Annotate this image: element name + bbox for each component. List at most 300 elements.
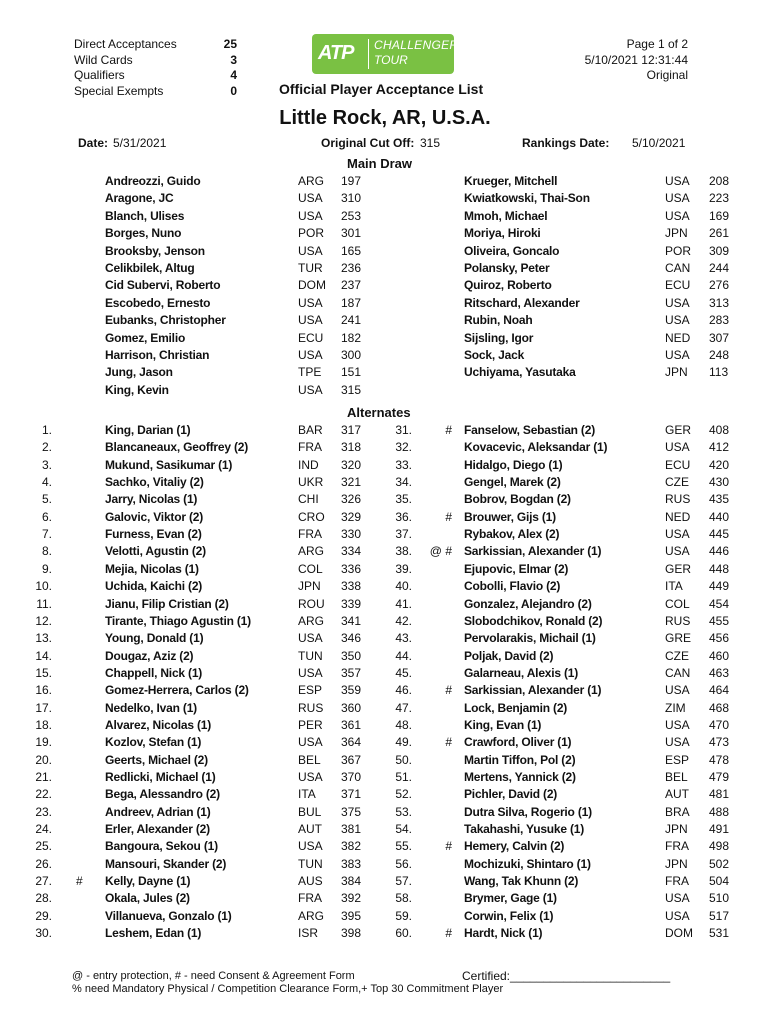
print-timestamp: 5/10/2021 12:31:44 — [584, 52, 688, 67]
player-country: ESP — [298, 683, 323, 698]
player-name: Kozlov, Stefan (1) — [105, 735, 202, 750]
alternate-number: 6. — [41, 509, 52, 524]
table-row — [0, 457, 770, 474]
alternate-number: 1. — [41, 423, 52, 437]
player-rank: 384 — [341, 874, 362, 889]
player-country: FRA — [298, 527, 322, 542]
player-name: Hidalgo, Diego (1) — [464, 457, 563, 472]
player-rank: 313 — [709, 295, 730, 310]
alternate-number: 24. — [35, 822, 52, 837]
main-draw-heading: Main Draw — [347, 156, 413, 171]
player-rank: 151 — [341, 365, 362, 380]
table-row — [0, 596, 770, 613]
table-row — [0, 347, 770, 364]
player-name: Jung, Jason — [105, 365, 173, 380]
alternate-number: 2. — [41, 440, 52, 455]
player-country: USA — [298, 208, 323, 223]
player-name: Sock, Jack — [464, 348, 525, 362]
table-row — [0, 700, 770, 717]
player-country: USA — [298, 313, 323, 328]
alternate-number: 31. — [395, 423, 412, 437]
player-rank: 504 — [709, 874, 730, 889]
player-country: UKR — [298, 475, 324, 490]
player-name: Krueger, Mitchell — [464, 174, 558, 188]
alternate-number: 15. — [35, 665, 52, 680]
player-name: Brooksby, Jenson — [105, 243, 205, 258]
player-name: Bobrov, Bogdan (2) — [464, 492, 571, 507]
player-name: Hemery, Calvin (2) — [464, 839, 565, 854]
player-country: NED — [665, 509, 691, 524]
player-name: Velotti, Agustin (2) — [105, 544, 206, 559]
player-rank: 336 — [341, 561, 362, 576]
alternate-number: 8. — [41, 544, 52, 559]
alternate-number: 10. — [35, 579, 52, 594]
player-rank: 169 — [709, 208, 730, 223]
player-country: USA — [665, 174, 690, 188]
table-row — [0, 277, 770, 294]
alternate-number: 36. — [395, 509, 412, 524]
alternate-number: 28. — [35, 891, 52, 906]
alternate-number: 44. — [395, 648, 412, 663]
alternate-number: 57. — [395, 874, 412, 889]
alternate-number: 60. — [395, 926, 412, 941]
player-name: Polansky, Peter — [464, 261, 550, 275]
player-country: CRO — [298, 509, 325, 524]
player-name: Galovic, Viktor (2) — [105, 509, 204, 524]
table-row — [0, 543, 770, 560]
player-rank: 360 — [341, 700, 362, 715]
player-rank: 339 — [341, 596, 362, 611]
summary-label: Qualifiers — [74, 68, 125, 82]
player-rank: 236 — [341, 261, 362, 275]
player-country: ARG — [298, 908, 325, 923]
player-country: USA — [665, 735, 690, 750]
player-name: Aragone, JC — [105, 191, 174, 206]
alternate-number: 23. — [35, 804, 52, 819]
table-row — [0, 491, 770, 508]
document-title: Official Player Acceptance List — [279, 81, 484, 97]
player-name: Sijsling, Igor — [464, 330, 534, 345]
player-rank: 244 — [709, 261, 730, 275]
player-rank: 223 — [709, 191, 730, 206]
player-rank: 470 — [709, 717, 730, 732]
player-rank: 253 — [341, 208, 362, 223]
player-name: Uchiyama, Yasutaka — [464, 365, 576, 380]
player-rank: 371 — [341, 787, 362, 802]
alternate-number: 27. — [35, 874, 52, 889]
player-rank: 479 — [709, 770, 730, 784]
player-name: Ejupovic, Elmar (2) — [464, 561, 569, 576]
player-name: Celikbilek, Altug — [105, 261, 195, 275]
player-rank: 310 — [341, 191, 362, 206]
player-rank: 300 — [341, 348, 362, 362]
player-country: AUT — [665, 787, 689, 802]
player-name: Slobodchikov, Ronald (2) — [464, 613, 603, 628]
player-country: USA — [298, 770, 323, 784]
table-row — [0, 821, 770, 838]
table-row — [0, 769, 770, 786]
player-country: USA — [298, 665, 323, 680]
player-rank: 464 — [709, 683, 730, 698]
player-name: Mmoh, Michael — [464, 208, 548, 223]
player-name: Gomez-Herrera, Carlos (2) — [105, 683, 249, 698]
alternate-number: 17. — [35, 700, 52, 715]
player-name: Cobolli, Flavio (2) — [464, 579, 561, 594]
player-country: CHI — [298, 492, 319, 507]
table-row — [0, 422, 770, 439]
logo-tour-text: TOUR — [374, 53, 408, 67]
player-rank: 283 — [709, 313, 730, 328]
alternate-number: 55. — [395, 839, 412, 854]
player-name: Martin Tiffon, Pol (2) — [464, 752, 576, 767]
player-name: Blanch, Ulises — [105, 208, 185, 223]
player-name: Geerts, Michael (2) — [105, 752, 208, 767]
player-country: USA — [665, 891, 690, 906]
player-rank: 248 — [709, 348, 730, 362]
alternate-number: 45. — [395, 665, 412, 680]
alternate-number: 5. — [41, 492, 52, 507]
player-rank: 338 — [341, 579, 362, 594]
player-country: ECU — [665, 457, 691, 472]
player-rank: 460 — [709, 648, 730, 663]
player-country: ESP — [665, 752, 690, 767]
player-rank: 113 — [709, 365, 729, 380]
player-name: Mochizuki, Shintaro (1) — [464, 856, 591, 871]
table-row — [0, 734, 770, 751]
alternate-flag: # — [445, 839, 452, 854]
player-name: Mertens, Yannick (2) — [464, 770, 576, 784]
player-name: Sarkissian, Alexander (1) — [464, 544, 602, 559]
player-country: POR — [665, 243, 692, 258]
player-country: FRA — [665, 839, 689, 854]
player-country: USA — [298, 191, 323, 206]
player-rank: 517 — [709, 908, 730, 923]
table-row — [0, 526, 770, 543]
player-rank: 473 — [709, 735, 730, 750]
alternate-number: 4. — [41, 475, 52, 490]
alternates-heading: Alternates — [347, 405, 411, 420]
alternate-number: 49. — [395, 735, 412, 750]
player-rank: 370 — [341, 770, 362, 784]
player-country: ZIM — [665, 700, 686, 715]
player-rank: 334 — [341, 544, 362, 559]
cutoff-label: Original Cut Off: — [321, 136, 415, 150]
player-country: USA — [665, 295, 690, 310]
player-rank: 309 — [709, 243, 730, 258]
player-country: CAN — [665, 665, 691, 680]
player-name: Andreev, Adrian (1) — [105, 804, 211, 819]
player-country: TUR — [298, 261, 323, 275]
player-name: Nedelko, Ivan (1) — [105, 700, 197, 715]
table-row — [0, 208, 770, 225]
table-row — [0, 578, 770, 595]
alternate-flag: @ # — [429, 544, 452, 559]
player-name: Villanueva, Gonzalo (1) — [105, 908, 232, 923]
table-row — [0, 804, 770, 821]
alternate-number: 38. — [395, 544, 412, 559]
player-rank: 364 — [341, 735, 362, 750]
table-row — [0, 561, 770, 578]
certified-signature-line: Certified:________________________ — [462, 969, 671, 983]
player-rank: 165 — [341, 243, 362, 258]
player-name: Crawford, Oliver (1) — [464, 735, 572, 750]
alternate-number: 43. — [395, 631, 412, 646]
player-rank: 412 — [709, 440, 730, 455]
player-rank: 301 — [341, 226, 362, 241]
alternate-number: 33. — [395, 457, 412, 472]
player-name: King, Evan (1) — [464, 717, 542, 732]
player-name: Ritschard, Alexander — [464, 295, 580, 310]
alternate-number: 22. — [35, 787, 52, 802]
player-name: Tirante, Thiago Agustin (1) — [105, 613, 251, 628]
player-name: Mejia, Nicolas (1) — [105, 561, 199, 576]
summary-value: 0 — [230, 83, 237, 98]
player-name: Okala, Jules (2) — [105, 891, 190, 906]
player-country: CZE — [665, 648, 689, 663]
table-row — [0, 613, 770, 630]
player-name: Alvarez, Nicolas (1) — [105, 717, 212, 732]
alternate-flag: # — [445, 509, 452, 524]
player-rank: 392 — [341, 891, 362, 906]
table-row — [0, 665, 770, 682]
player-country: DOM — [298, 278, 326, 293]
alternate-flag: # — [445, 423, 452, 437]
player-country: ARG — [298, 174, 325, 188]
player-name: Andreozzi, Guido — [105, 174, 201, 188]
alternate-number: 58. — [395, 891, 412, 906]
player-name: Corwin, Felix (1) — [464, 908, 554, 923]
player-name: Mansouri, Skander (2) — [105, 856, 227, 871]
alternate-number: 32. — [395, 440, 412, 455]
table-row — [0, 838, 770, 855]
table-row — [0, 873, 770, 890]
player-name: Dutra Silva, Rogerio (1) — [464, 804, 592, 819]
logo-challenger-text: CHALLENGER — [374, 38, 459, 52]
summary-label: Special Exempts — [74, 83, 164, 98]
player-country: USA — [298, 735, 323, 750]
table-row — [0, 474, 770, 491]
player-country: GRE — [665, 631, 692, 646]
rankings-date-label: Rankings Date: — [522, 136, 610, 150]
player-name: Furness, Evan (2) — [105, 527, 202, 542]
table-row — [0, 890, 770, 907]
player-rank: 361 — [341, 717, 362, 732]
alternate-flag: # — [445, 926, 452, 941]
player-rank: 481 — [709, 787, 730, 802]
player-rank: 456 — [709, 631, 730, 646]
player-name: Rybakov, Alex (2) — [464, 527, 560, 542]
player-country: NED — [665, 330, 691, 345]
table-row — [0, 648, 770, 665]
player-rank: 307 — [709, 330, 730, 345]
player-name: Brymer, Gage (1) — [464, 891, 557, 906]
player-rank: 326 — [341, 492, 362, 507]
summary-value: 4 — [230, 68, 237, 82]
player-rank: 383 — [341, 856, 362, 871]
table-row — [0, 509, 770, 526]
player-rank: 408 — [709, 423, 730, 437]
player-rank: 420 — [709, 457, 730, 472]
player-rank: 237 — [341, 278, 362, 293]
alternate-number: 42. — [395, 613, 412, 628]
cutoff-value: 315 — [420, 136, 441, 150]
player-rank: 318 — [341, 440, 362, 455]
player-rank: 350 — [341, 648, 362, 663]
table-row — [0, 908, 770, 925]
player-rank: 449 — [709, 579, 730, 594]
alternate-number: 54. — [395, 822, 412, 837]
player-name: Uchida, Kaichi (2) — [105, 579, 203, 594]
player-name: Fanselow, Sebastian (2) — [464, 423, 595, 437]
table-row — [0, 173, 770, 190]
player-country: BRA — [665, 804, 690, 819]
player-rank: 197 — [341, 174, 362, 188]
alternate-flag: # — [445, 683, 452, 698]
alternate-number: 13. — [35, 631, 52, 646]
player-country: CZE — [665, 475, 689, 490]
player-rank: 491 — [709, 822, 730, 837]
player-country: USA — [298, 631, 323, 646]
player-rank: 463 — [709, 665, 730, 680]
player-rank: 382 — [341, 839, 362, 854]
player-country: FRA — [298, 891, 322, 906]
date-label: Date: — [78, 136, 109, 150]
alternate-number: 39. — [395, 561, 412, 576]
player-country: USA — [665, 191, 690, 206]
alternate-number: 14. — [35, 648, 52, 663]
player-rank: 346 — [341, 631, 362, 646]
player-name: Borges, Nuno — [105, 226, 182, 241]
player-rank: 359 — [341, 683, 362, 698]
player-rank: 341 — [341, 613, 362, 628]
player-rank: 468 — [709, 700, 730, 715]
alternate-number: 35. — [395, 492, 412, 507]
player-country: BEL — [298, 752, 321, 767]
page-number: Page 1 of 2 — [626, 37, 688, 51]
player-rank: 435 — [709, 492, 730, 507]
alternate-number: 7. — [41, 527, 52, 542]
player-name: Galarneau, Alexis (1) — [464, 665, 579, 680]
player-country: COL — [298, 561, 323, 576]
player-rank: 187 — [341, 295, 362, 310]
alternate-number: 19. — [35, 735, 52, 750]
player-name: Chappell, Nick (1) — [105, 665, 203, 680]
player-name: Gengel, Marek (2) — [464, 475, 561, 490]
date-value: 5/31/2021 — [113, 136, 167, 150]
player-country: TPE — [298, 365, 322, 380]
alternate-number: 11. — [36, 596, 52, 611]
player-name: Sarkissian, Alexander (1) — [464, 683, 602, 698]
player-name: Young, Donald (1) — [105, 631, 204, 646]
player-name: Takahashi, Yusuke (1) — [464, 822, 585, 837]
player-name: Escobedo, Ernesto — [105, 295, 211, 310]
alternate-number: 21. — [35, 770, 52, 784]
atp-challenger-logo — [312, 34, 459, 74]
player-country: JPN — [665, 365, 688, 380]
table-row — [0, 312, 770, 329]
player-rank: 454 — [709, 596, 730, 611]
player-country: RUS — [665, 492, 691, 507]
player-country: CAN — [665, 261, 691, 275]
alternate-flag: # — [445, 735, 452, 750]
player-name: Kelly, Dayne (1) — [105, 874, 191, 889]
table-row — [0, 752, 770, 769]
player-country: BEL — [665, 770, 688, 784]
player-rank: 531 — [709, 926, 730, 941]
player-rank: 276 — [709, 278, 730, 293]
table-row — [0, 786, 770, 803]
player-rank: 502 — [709, 856, 730, 871]
player-country: ARG — [298, 613, 325, 628]
player-name: Brouwer, Gijs (1) — [464, 509, 556, 524]
player-country: FRA — [298, 440, 322, 455]
player-country: JPN — [298, 579, 321, 594]
alternate-flag: # — [76, 874, 83, 889]
logo-atp-text: ATP — [318, 42, 354, 64]
player-country: USA — [665, 208, 690, 223]
player-rank: 440 — [709, 509, 730, 524]
alternate-number: 46. — [395, 683, 412, 698]
player-rank: 430 — [709, 475, 730, 490]
alternate-number: 3. — [41, 457, 52, 472]
summary-value: 25 — [223, 37, 237, 51]
player-country: IND — [298, 457, 319, 472]
player-name: Jarry, Nicolas (1) — [105, 492, 198, 507]
player-name: Rubin, Noah — [464, 313, 533, 328]
alternate-number: 41. — [395, 596, 412, 611]
player-name: Pervolarakis, Michail (1) — [464, 631, 596, 646]
player-rank: 375 — [341, 804, 362, 819]
player-country: USA — [665, 348, 690, 362]
alternate-number: 26. — [35, 856, 52, 871]
player-name: Bega, Alessandro (2) — [105, 787, 220, 802]
page-info — [585, 37, 688, 84]
player-rank: 498 — [709, 839, 730, 854]
player-rank: 488 — [709, 804, 730, 819]
player-name: Kwiatkowski, Thai-Son — [464, 191, 590, 206]
player-name: Moriya, Hiroki — [464, 226, 541, 241]
player-country: USA — [665, 440, 690, 455]
player-name: Wang, Tak Khunn (2) — [464, 874, 579, 889]
player-name: Cid Subervi, Roberto — [105, 278, 221, 293]
player-rank: 241 — [341, 313, 362, 328]
player-country: TUN — [298, 856, 323, 871]
table-row — [0, 260, 770, 277]
player-country: FRA — [665, 874, 689, 889]
player-rank: 208 — [709, 174, 730, 188]
player-name: Leshem, Edan (1) — [105, 926, 202, 941]
player-name: Erler, Alexander (2) — [105, 822, 210, 837]
player-rank: 395 — [341, 908, 362, 923]
table-row — [0, 439, 770, 456]
player-rank: 320 — [341, 457, 362, 472]
alternate-number: 12. — [35, 613, 52, 628]
alternate-number: 34. — [395, 475, 412, 490]
table-row — [0, 190, 770, 207]
player-name: Dougaz, Aziz (2) — [105, 648, 194, 663]
player-country: JPN — [665, 822, 688, 837]
player-country: ARG — [298, 544, 325, 559]
alternate-number: 53. — [395, 804, 412, 819]
alternate-number: 52. — [395, 787, 412, 802]
player-name: Bangoura, Sekou (1) — [105, 839, 218, 854]
table-row — [0, 295, 770, 312]
player-country: USA — [298, 243, 323, 258]
player-country: USA — [298, 839, 323, 854]
player-country: GER — [665, 423, 692, 437]
player-country: RUS — [298, 700, 324, 715]
player-name: Redlicki, Michael (1) — [105, 770, 216, 784]
